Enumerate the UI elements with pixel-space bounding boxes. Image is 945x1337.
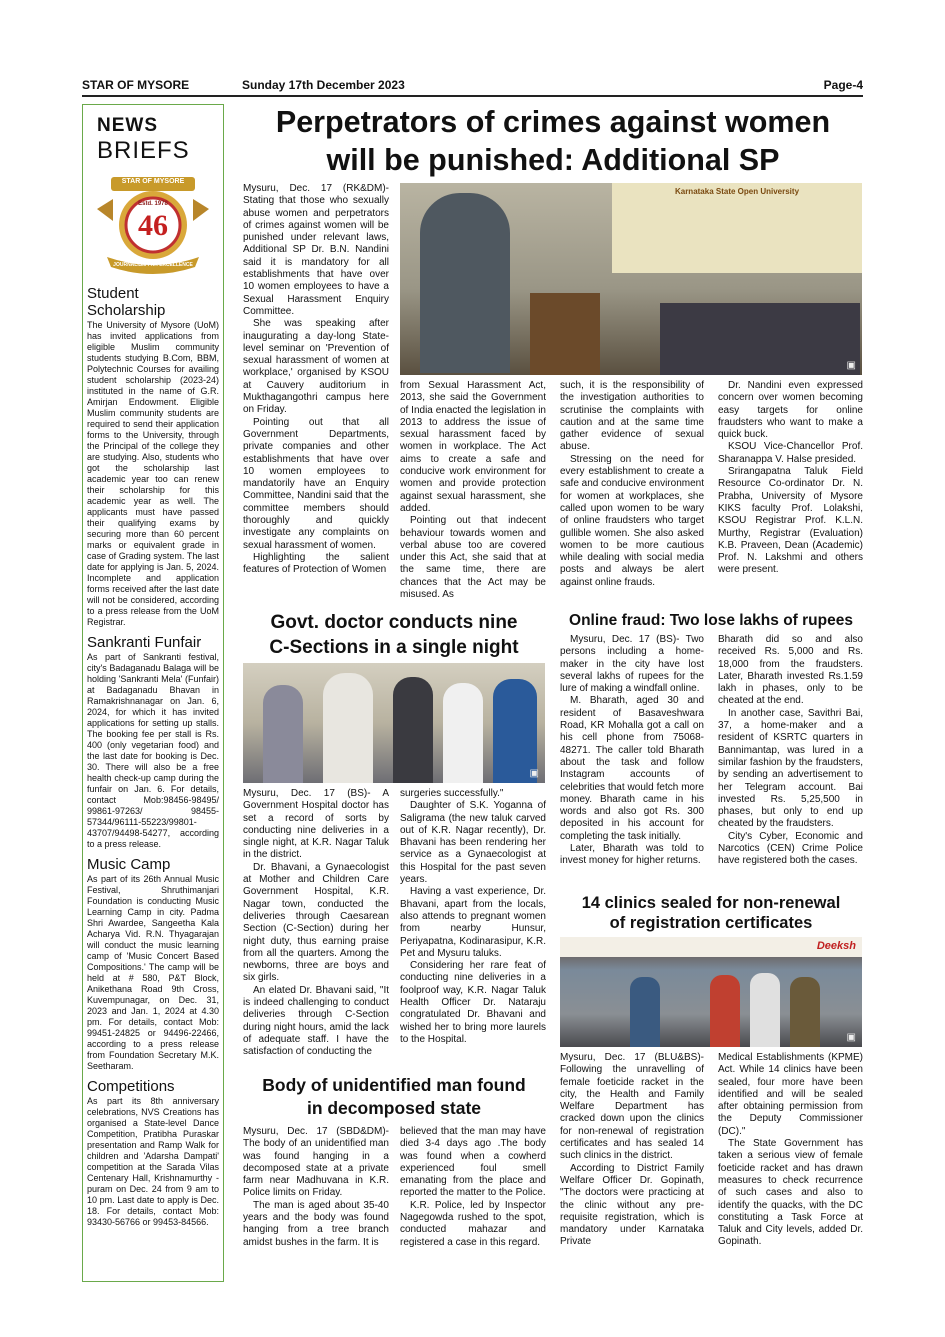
body-headline-line1: Body of unidentified man found xyxy=(262,1075,526,1095)
lead-paragraph: Pointing out that indecent behaviour towards women and verbal abuse too are covered under this Act, she said that at the same time, there are chances that the Act may be misused. As xyxy=(400,515,546,601)
photo-person xyxy=(393,677,433,783)
clinics-headline-line1: 14 clinics sealed for non-renewal xyxy=(581,894,841,912)
photo-banner-cloth xyxy=(612,183,862,273)
body-paragraph: K.R. Police, led by Inspector Nagegowda rushed to the spot, conducted mahazar and registered a case in this regard. xyxy=(400,1199,546,1248)
brief-text: As part of Sankranti festival, city's Badaganadu Balaga will be holding 'Sankranti Mela' (Funfair) at Badaganadu Bhavan in Ramakrishnanagar on Jan. 6, 2024, for which it has invited applications for setting up stalls. The booking fee per stall is Rs. 400 (only vegetarian food) and the last date for booking is Dec. 30. There will also be a free health check-up camp during the funfair on Jan. 6. For details, contact Mob:98456-98495/ 99861-97263/ 98455-57344/96111-55223/99801-43707/94498-54277, according to a press release. xyxy=(87,652,219,849)
sidebar-title-top: NEWS xyxy=(97,115,158,136)
photo-person xyxy=(710,975,740,1047)
lead-photo xyxy=(400,183,862,375)
body-column-2 xyxy=(400,1126,546,1249)
lead-headline-line1: Perpetrators of crimes against women xyxy=(275,105,831,139)
fraud-paragraph: Bharath did so and also received Rs. 5,000 and Rs. 18,000 from the fraudsters. Later, Bharath invested Rs.1.59 lakh in phases, only to be cheated at the end. xyxy=(718,634,863,707)
lead-paragraph: Highlighting the salient features of Protection of Women xyxy=(243,551,389,576)
brief-title: Music Camp xyxy=(87,856,171,873)
doctor-photo xyxy=(243,663,545,783)
brief-title: Student Scholarship xyxy=(87,285,166,319)
clinics-headline-line2: of registration certificates xyxy=(609,914,813,932)
logo-number: 46 xyxy=(138,209,168,242)
clinics-paragraph: Medical Establishments (KPME) Act. While 14 clinics have been sealed, four more have been identified and will be sealed after obtaining permission from the Deputy Commissioner (DC)." xyxy=(718,1052,863,1137)
clinics-paragraph: The State Government has taken a serious view of female foeticide racket and has drawn measures to check recurrence of such cases and also to identify the quacks, with the DC constituting a Task Force at Taluk and City levels, added Dr. Gopinath. xyxy=(718,1138,863,1248)
body-paragraph: The man is aged about 35-40 years and the body was found hanging from a tree branch amidst bushes in the farm. It is xyxy=(243,1199,389,1248)
news-briefs-sidebar xyxy=(82,104,224,1282)
body-paragraph: believed that the man may have died 3-4 days ago .The body was found when a cowherd experienced foul smell emanating from the place and reported the matter to the Police. xyxy=(400,1126,546,1199)
brief-item xyxy=(83,856,223,1072)
brief-title: Competitions xyxy=(87,1078,175,1095)
lead-headline-line2: will be punished: Additional SP xyxy=(326,143,780,177)
brief-text: The University of Mysore (UoM) has invited applications from eligible Muslim community students studying B.Com, BBM, Polytechnic Courses for availing student scholarship (2023-24) instituted in the name of G.R. Amirjan Endowment. Eligible Muslim community students are required to send their application forms to the University, through the Principal of the college they are studying. Also, students who got the scholarship last academic year too can renew their scholarship for this academic year as well. The applicants must have passed their qualifying exams by securing more than 60 percent marks or equivalent grade in case of Grading system. The last date for applying is Jan. 5, 2024. Incomplete and application forms received after the last date will not be considered, according to a press release from the UoM Registrar. xyxy=(87,320,219,627)
body-headline-line2: in decomposed state xyxy=(306,1098,482,1118)
anniversary-logo xyxy=(93,169,213,279)
lead-paragraph: Mysuru, Dec. 17 (RK&DM)- Stating that those who sexually abuse women and perpetrators of crimes against women will be punished under relevant laws, Additional SP Dr. B.N. Nandini said it is mandatory for all establishments that have over 10 women employees to have a Sexual Harassment Enquiry Committee. xyxy=(243,183,389,317)
lead-paragraph: Stressing on the need for every establishment to create a safe and conducive environment for women at workplaces, she called upon women to be wary of online fraudsters who target gullible women. She also asked women to be more cautious while dealing with social media posts and always be alert against online frauds. xyxy=(560,453,704,588)
lead-paragraph: Pointing out that all Government Departments, private companies and other establishments that have over 10 women employees to mandatorily have an Enquiry Committee, Nandini said that the committee members should thoroughly and quickly investigate any complaints on sexual harassment of women. xyxy=(243,416,389,551)
brief-item xyxy=(83,1078,223,1228)
doctor-headline xyxy=(238,610,550,660)
lead-paragraph: Srirangapatna Taluk Field Resource Co-ordinator Dr. N. Prabha, University of Mysore KIKS faculty Prof. Lolakshi, KSOU Registrar Prof. K.L.N. Murthy, Registrar (Evaluation) K.B. Praveen, Dean (Academic) Prof. N. Lakshmi and others were present. xyxy=(718,466,863,576)
lead-column-1 xyxy=(243,183,389,577)
doctor-paragraph: surgeries successfully." xyxy=(400,788,504,799)
body-column-1 xyxy=(243,1126,389,1249)
photo-icon: ▣ xyxy=(529,768,539,779)
photo-icon: ▣ xyxy=(846,1032,856,1043)
fraud-paragraph: In another case, Savithri Bai, 37, a home-maker and a resident of KSRTC quarters in Bannimantap, was lured in a similar fashion by the fraudsters, by sending an advertisement to her Telegram account. Bai invested Rs. 5,25,500 in phases, but only to end up cheated by the fraudsters. xyxy=(718,707,863,830)
clinics-paragraph: According to District Family Welfare Officer Dr. Gopinath, "The doctors were practicing at the clinic without any pre-requisite registration, which is mandatory under Karnataka Private xyxy=(560,1162,704,1248)
fraud-paragraph: Mysuru, Dec. 17 (BS)- Two persons including a home-maker in the city have lost several lakhs of rupees for the lure of making a windfall online. xyxy=(560,634,704,695)
fraud-paragraph: Later, Bharath was told to invest money for higher returns. xyxy=(560,843,704,867)
photo-person xyxy=(750,973,780,1047)
clinics-headline xyxy=(556,893,866,933)
photo-banner-text: Karnataka State Open University xyxy=(674,187,800,196)
photo-audience xyxy=(660,303,860,375)
doctor-headline-line1: Govt. doctor conducts nine xyxy=(270,612,518,633)
photo-person xyxy=(263,685,303,783)
lead-column-3 xyxy=(560,380,704,589)
doctor-column-1 xyxy=(243,788,389,1059)
photo-sign-text: Deeksh xyxy=(816,940,856,952)
logo-ribbon: JOURNALISM PAR EXCELLENCE xyxy=(113,262,193,268)
photo-icon: ▣ xyxy=(846,360,856,371)
clinics-paragraph: Mysuru, Dec. 17 (BLU&BS)- Following the unravelling of female foeticide racket in the city, the Health and Family Welfare Department has cracked down upon the clinics for non-renewal of registration certificates and has sealed 14 such clinics in the district. xyxy=(560,1052,704,1162)
fraud-headline: Online fraud: Two lose lakhs of rupees xyxy=(569,612,853,629)
lead-paragraph: from Sexual Harassment Act, 2013, she said the Government of India enacted the legislation in 2013 to address the issue of sexual harassment faced by women in workplace. The Act aims to create a safe and conducive work environment for women and provide protection against sexual harassment, she added. xyxy=(400,380,546,514)
body-headline xyxy=(238,1074,550,1120)
lead-column-2 xyxy=(400,380,546,601)
fraud-column-1 xyxy=(560,634,704,868)
clinics-column-2 xyxy=(718,1052,863,1249)
doctor-column-2 xyxy=(400,788,546,1046)
photo-person xyxy=(443,683,483,783)
doctor-paragraph: Dr. Bhavani, a Gynaecologist at Mother and Children Care Government Hospital, K.R. Nagar town, conducted the deliveries through Caesarean Section (C-Section) during her night duty, thus earning praise from all the quarters. Among the newborns, three are boys and six girls. xyxy=(243,861,389,984)
brief-item xyxy=(83,285,223,628)
logo-banner: STAR OF MYSORE xyxy=(121,178,185,185)
fraud-column-2 xyxy=(718,634,863,868)
photo-podium xyxy=(530,293,600,375)
page-number: Page-4 xyxy=(823,78,863,92)
page-header xyxy=(82,76,863,94)
doctor-paragraph: Mysuru, Dec. 17 (BS)- A Government Hospital doctor has set a record of sorts by conducting nine deliveries in a single night, at K.R. Nagar Taluk in the district. xyxy=(243,788,389,861)
publication-name: STAR OF MYSORE xyxy=(82,78,190,92)
lead-paragraph: such, it is the responsibility of the investigation authorities to scrutinise the complaints with caution and at the same time gather evidence of sexual abuse. xyxy=(560,380,704,453)
doctor-paragraph: Daughter of S.K. Yoganna of Saligrama (the new taluk carved out of K.R. Nagar recently), Dr. Bhavani has been rendering her service as a Gynaecologist at this Hospital for the past seven years. xyxy=(400,800,546,886)
lead-paragraph: She was speaking after inaugurating a day-long State-level seminar on 'Prevention of sexual harassment of women at workplace,' organised by KSOU at Cauvery auditorium in Mukthagangothri campus here on Friday. xyxy=(243,318,389,416)
brief-text: As part its 8th anniversary celebrations, NVS Creations has organised a State-level Dance Competition, Pratibha Puraskar presentation and Ramp Walk for children and 'Adarsha Dampati' competition at the Sarada Vilas Centenary Hall, Krishnamurthy -puram on Dec. 24 from 9 am to 10 pm. Last date to apply is Dec. 18. For details, contact Mob: 93430-56766 or 99453-84566. xyxy=(87,1096,219,1227)
photo-person xyxy=(323,673,373,783)
header-rule xyxy=(82,95,863,97)
brief-text: As part of its 26th Annual Music Festival, Shruthimanjari Foundation is conducting Music Learning Camp in city. Padma Shri Awardee, Sangeetha Kala Acharya Vid. R.N. Thyagarajan will conduct the music learning camp of 'Music Concert Based Compositions.' The camp will be held at # 580, P&T Block, Anikethana Road 9th Cross, Kuvempunagar, on Dec. 31, 2023 and Jan. 1, 2024 at 4.30 pm. For details, contact Mob: 99451-24825 or 94496-22466, according to a press release from Foundation Secretary M.K. Seetharam. xyxy=(87,874,219,1071)
sidebar-title-bottom: BRIEFS xyxy=(97,137,190,164)
photo-speaker xyxy=(420,193,510,373)
brief-title: Sankranti Funfair xyxy=(87,634,202,651)
photo-person xyxy=(790,977,820,1047)
body-paragraph: Mysuru, Dec. 17 (SBD&DM)- The body of an unidentified man was found hanging in a decomposed state at a private farm near Madhuvana in K.R. Police limits on Friday. xyxy=(243,1126,389,1199)
lead-headline xyxy=(238,103,868,179)
lead-column-4 xyxy=(718,380,863,577)
doctor-paragraph: Having a vast experience, Dr. Bhavani, apart from the locals, also attends to pregnant women from nearby Hunsur, Periyapatna, Kodinarasipur, K.R. Pet and Mysuru taluks. xyxy=(400,886,546,959)
logo-estd: Estd. 1978 xyxy=(138,201,168,207)
brief-item xyxy=(83,634,223,850)
lead-paragraph: Dr. Nandini even expressed concern over women becoming easy targets for online fraudsters who want to make a quick buck. xyxy=(718,380,863,441)
doctor-paragraph: An elated Dr. Bhavani said, "It is indeed challenging to conduct deliveries through C-Section during night hours, amid the lack of adequate staff. I have the satisfaction of conducting the xyxy=(243,984,389,1058)
clinics-column-1 xyxy=(560,1052,704,1249)
clinics-photo xyxy=(560,937,862,1047)
doctor-paragraph: Considering her rare feat of conducting nine deliveries in a foolproof way, K.R. Nagar Taluk Health Officer Dr. Nataraju congratulated Dr. Bhavani and wished her to bring more laurels to the Hospital. xyxy=(400,960,546,1045)
fraud-paragraph: M. Bharath, aged 30 and resident of Basaveshwara Road, KR Mohalla got a call on his cell phone from 75068-48271. The caller told Bharath about the task and follow Instagram accounts of celebrities that would fetch more money. Bharath came in his words and also got Rs. 300 deposited in his account for completing the task initially. xyxy=(560,695,704,842)
fraud-paragraph: City's Cyber, Economic and Narcotics (CEN) Crime Police have registered both the cases. xyxy=(718,830,863,867)
doctor-headline-line2: C-Sections in a single night xyxy=(269,637,519,658)
lead-paragraph: KSOU Vice-Chancellor Prof. Sharanappa V. Halse presided. xyxy=(718,441,863,465)
photo-person xyxy=(630,977,660,1047)
issue-date: Sunday 17th December 2023 xyxy=(242,78,405,92)
